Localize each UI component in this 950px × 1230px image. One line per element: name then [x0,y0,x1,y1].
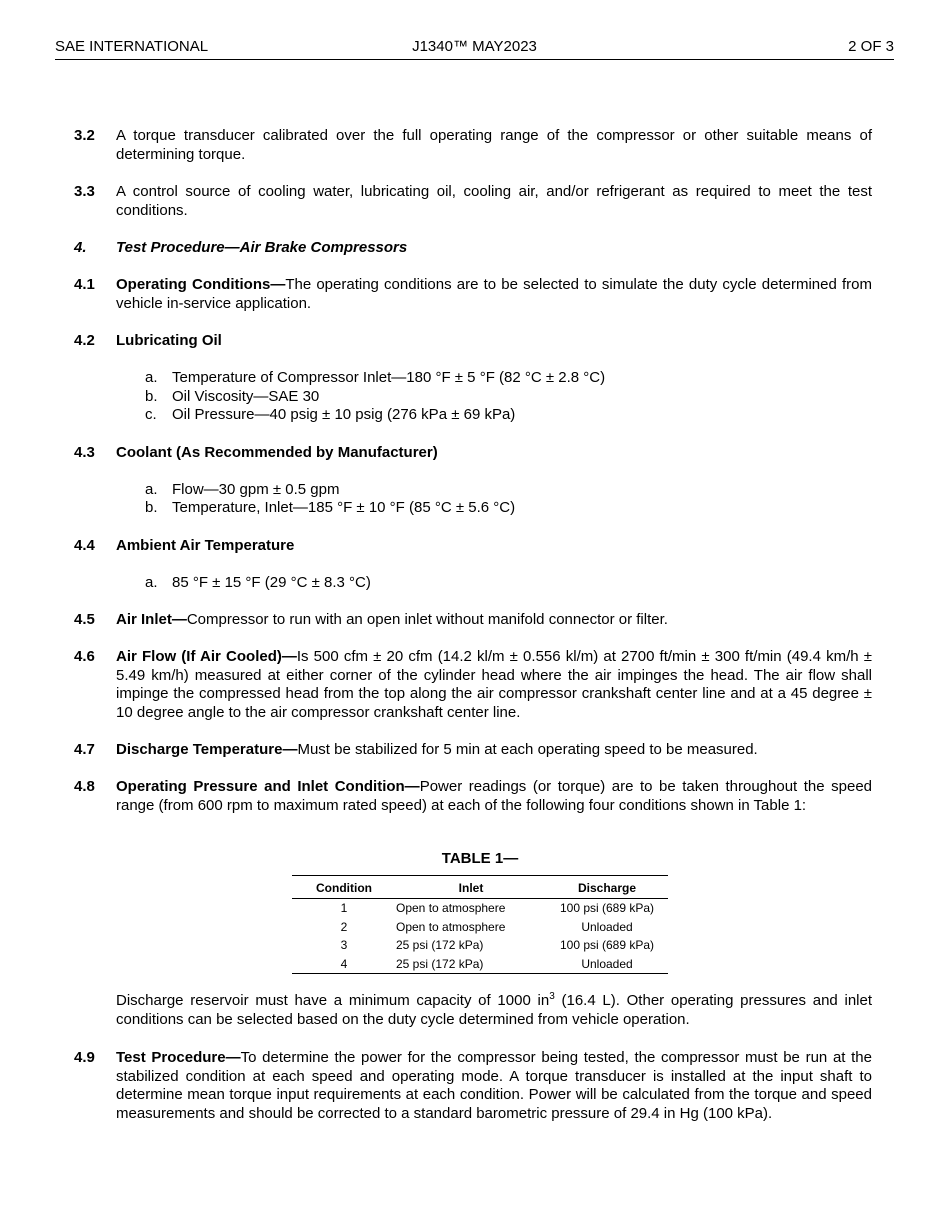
section-text: Is 500 cfm ± 20 cfm (14.2 kl/m ± 0.556 kl/m) at 2700 ft/min ± 300 ft/min (49.4 km/h ± 5.49 km/h) measured at either corner of the cylinder head where the air impinges the head. The air flow shall impinge the compressed head from the top along the air compressor crankshaft center line and at a 45 degree ± 10 degree angle to the air compressor crankshaft center line. [116,648,872,721]
section-title: Coolant (As Recommended by Manufacturer) [116,444,438,461]
section-text: Must be stabilized for 5 min at each operating speed to be measured. [297,741,758,758]
list-item: c. Oil Pressure—40 psig ± 10 psig (276 kPa ± 69 kPa) [145,406,516,423]
table-header-row [292,876,668,899]
section-4 [74,239,872,258]
section-number: 3.2 [74,127,95,144]
section-4-7 [74,741,872,760]
section-number: 4.5 [74,611,95,628]
section-number: 4.1 [74,276,95,293]
column-header: Condition [292,876,396,899]
section-text: A control source of cooling water, lubricating oil, cooling air, and/or refrigerant as required to meet the test conditions. [116,183,872,219]
page-header [55,38,894,60]
section-title: Discharge Temperature— [116,741,298,758]
section-4-6 [74,648,872,722]
section-number: 4.9 [74,1049,95,1066]
table-row: 3 25 psi (172 kPa) 100 psi (689 kPa) [340,938,655,953]
table-caption: TABLE 1— [441,850,519,867]
section-4-5 [74,611,872,630]
section-4-9 [74,1049,872,1123]
section-title: Air Inlet— [116,611,187,628]
header-doc-id: J1340™ MAY2023 [412,38,537,55]
section-number: 4.3 [74,444,95,461]
table-row: 1 Open to atmosphere 100 psi (689 kPa) [340,901,655,916]
table-1 [292,875,668,974]
section-title: Air Flow (If Air Cooled)— [116,648,297,665]
section-title: Operating Pressure and Inlet Condition— [116,778,420,795]
table-row: 4 25 psi (172 kPa) Unloaded [292,955,668,974]
section-4-4 [74,537,872,556]
section-number: 4.2 [74,332,95,349]
section-4-8 [74,778,872,815]
list-item: a. 85 °F ± 15 °F (29 °C ± 8.3 °C) [145,574,371,591]
section-number: 4.6 [74,648,95,665]
header-page-number: 2 OF 3 [848,38,894,55]
section-number: 4. [74,239,87,256]
section-title: Lubricating Oil [116,332,222,349]
column-header: Discharge [546,876,668,899]
section-3-3 [74,183,872,220]
section-text: A torque transducer calibrated over the full operating range of the compressor or other suitable means of determining torque. [116,127,872,163]
section-heading: Test Procedure—Air Brake Compressors [116,239,408,256]
section-text: Compressor to run with an open inlet without manifold connector or filter. [186,611,668,628]
section-title: Operating Conditions— [116,276,286,293]
section-4-3 [74,444,872,463]
list-item: a. Temperature of Compressor Inlet—180 °F ± 5 °F (82 °C ± 2.8 °C) [145,369,606,386]
section-4-2 [74,332,872,351]
section-number: 3.3 [74,183,95,200]
column-header: Inlet [396,876,546,899]
list-item: b. Oil Viscosity—SAE 30 [145,388,320,405]
section-text: To determine the power for the compressor being tested, the compressor must be run at the stabilized condition at each speed and operating mode. A torque transducer is installed at the input shaft to determine mean torque input requirements at each condition. Power will be calculated from the torque and speed measurements and should be corrected to a standard barometric pressure of 29.4 in Hg (100 kPa). [116,1049,872,1122]
list-item: b. Temperature, Inlet—185 °F ± 10 °F (85 °C ± 5.6 °C) [145,499,516,516]
section-text: Power readings (or torque) are to be taken throughout the speed range (from 600 rpm to maximum rated speed) at each of the following four conditions shown in Table 1: [116,778,872,814]
section-4-1 [74,276,872,313]
section-number: 4.4 [74,537,95,554]
section-number: 4.7 [74,741,95,758]
section-3-2 [74,127,872,164]
table-row: 2 Open to atmosphere Unloaded [340,919,633,934]
section-number: 4.8 [74,778,95,795]
section-title: Ambient Air Temperature [116,537,295,554]
discharge-note: Discharge reservoir must have a minimum capacity of 1000 $in^3$ (16.4 L). Other operating pressures and inlet conditions can be selected based on the duty cycle determined from vehicle operation. [116,991,873,1028]
header-org: SAE INTERNATIONAL [55,38,209,55]
list-item: a. Flow—30 gpm ± 0.5 gpm [145,481,340,498]
section-title: Test Procedure— [116,1049,241,1066]
section-text: The operating conditions are to be selected to simulate the duty cycle determined from vehicle in-service application. [116,276,872,312]
